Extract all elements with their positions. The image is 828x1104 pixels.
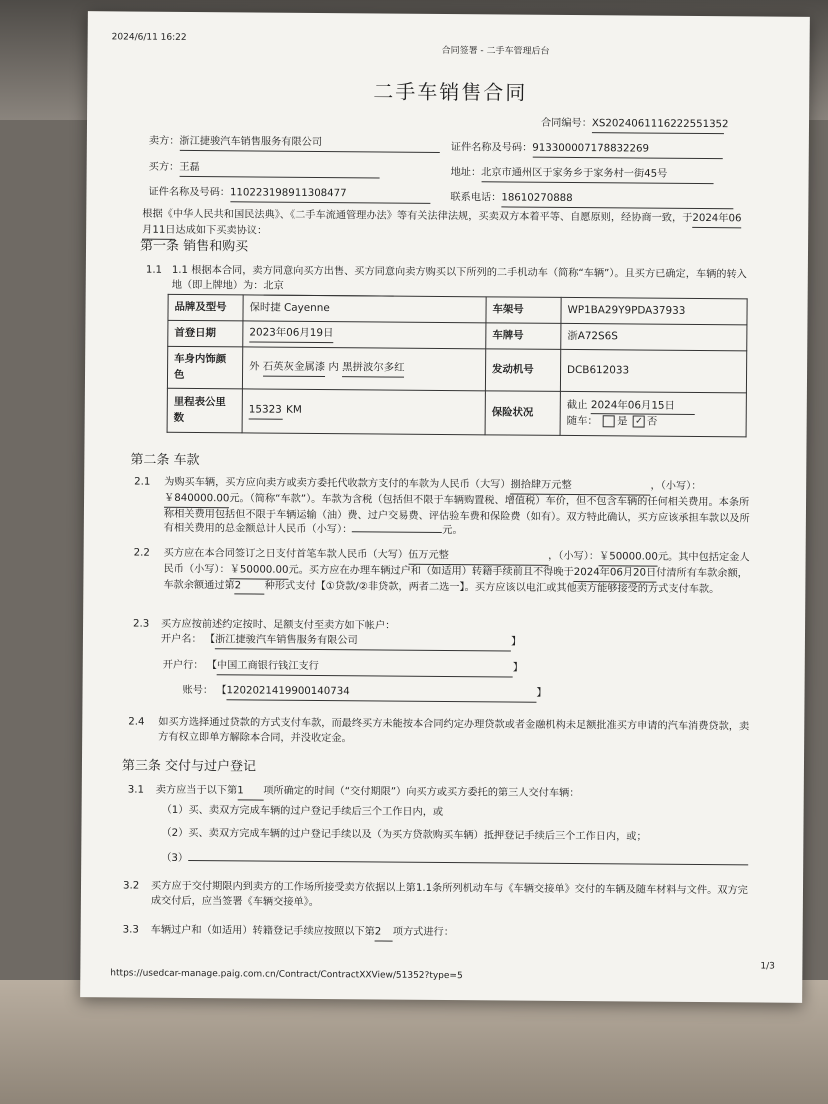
color-cell: 外 石英灰金属漆 内 黑拼波尔多红 [242,347,485,391]
transfer-option-number: 2 [375,925,393,941]
first-payment: ￥50000.00 [599,550,658,566]
buyer-label: 买方： [148,161,180,173]
clause-3-2-text: 买方应于交付期限内到卖方的工作场所接受卖方依据以上第1.1条所列机动车与《车辆交接单》交付的车辆及随车材料与文件。双方完成交付后，应当签署《车辆交接单》。 [150,880,748,908]
clause-2-4-text: 如买方选择通过贷款的方式支付车款，而最终买方未能按本合同约定办理贷款或者金融机构未足额批准买方申请的汽车消费贷款，卖方有权立即单方解除本合同，并没收定金。 [158,716,750,745]
vin-value: WP1BA29Y9PDA37933 [561,297,747,324]
bank-name: 中国工商银行钱江支行 [217,659,513,677]
seller-label: 卖方： [148,135,180,147]
insurance-label: 保险状况 [485,391,560,436]
mileage-unit: KM [286,404,302,417]
address-value: 北京市通州区于家务乡于家务村一街45号 [481,166,713,184]
account-number-row: 账号： 【1202021419900140734 】 [182,684,546,703]
vin-label: 车架号 [486,297,561,324]
phone-row [450,191,733,209]
first-payment-chinese: 伍万元整 [408,549,548,566]
insurance-yes-checkbox [603,415,615,427]
engine-value: DCB612033 [560,349,746,392]
clause-2-3-text: 买方应按前述约定按时、足额支付至卖方如下帐户： [161,618,396,632]
deposit-amount: ￥50000.00 [230,563,289,579]
clause-2-2-number: 2.2 [133,547,150,559]
seller-id-row [451,141,723,159]
document-title: 二手车销售合同 [373,79,528,105]
clause-3-3-text: 车辆过户和（如适用）转籍登记手续应按照以下第2 项方式进行： [151,924,454,942]
article-2-heading: 第二条 车款 [130,452,200,469]
clause-3-3-number: 3.3 [122,924,139,936]
insurance-cell: 截止 2024年06月15日 随车： 是 ✓ 否 [560,391,746,436]
clause-2-4-number: 2.4 [128,716,145,728]
first-reg-label: 首登日期 [168,320,243,347]
delivery-option-3: （3） [161,852,748,871]
first-reg-cell [243,321,486,349]
delivery-option-1: （1）买、卖双方完成车辆的过户登记手续后三个工作日内，或 [161,804,444,818]
preamble-text: 根据《中华人民共和国民法典》、《二手车流通管理办法》等有关法律法规，买卖双方本着平等、自愿原则，经协商一致，于2024年06月11日达成如下买卖协议： [142,208,752,244]
buyer-id-row [148,186,430,204]
footer-url: https://usedcar-manage.paig.com.cn/Contract/ContractXXView/51352?type=5 [110,968,463,982]
clause-2-3-number: 2.3 [133,618,150,630]
first-reg-value: 2023年06月19日 [249,326,333,343]
brand-value: 保时捷 Cayenne [243,295,486,323]
buyer-id-label: 证件名称及号码： [148,186,231,199]
clause-2-1-text: 为购买车辆，买方应向卖方或卖方委托代收款方支付的车款为人民币（大写）捌拾肆万元整 ，（小写）： ￥840000.00元。（简称“车款”）。车款为含税（包括但不限于车辆购置税、增值税）车价，但不包含车辆的任何相关费用。本条所称相关费用包括但不限于车辆运输（油）费、过户交易费、评估验车费和保险费（如有）。双方特此确认，买方应该承担车款以及所有相关费用的总金额总计人民币（小写）： 元。 [163,476,750,537]
clause-2-1-number: 2.1 [134,476,151,488]
bank-row: 开户行： 【中国工商银行钱江支行 】 [163,659,523,678]
site-title: 合同签署 - 二手车管理后台 [441,45,550,57]
clause-3-1-text: 卖方应当于以下第1 项所确定的时间（“交付期限”）向买方或买方委托的第三人交付车辆： [155,784,580,800]
account-number: 1202021419900140734 [226,684,536,702]
contract-page [80,11,810,1003]
seller-row [149,135,440,153]
account-name: 浙江捷骏汽车销售服务有限公司 [215,633,511,651]
brand-label: 品牌及型号 [168,294,243,321]
vehicle-info-table [167,294,748,438]
total-price-chinese: 捌拾肆万元整 [510,479,650,496]
clause-1-1-number: 1.1 [145,264,163,276]
engine-label: 发动机号 [485,349,560,392]
payment-method-number: 2 [235,579,265,595]
insurance-date: 2024年06月15日 [591,398,695,415]
seller-id-label: 证件名称及号码： [450,142,533,154]
delivery-option-number: 1 [237,784,263,800]
phone-value: 18610270888 [501,191,733,209]
total-price: ￥840000.00 [164,492,229,508]
clause-1-1-text: 1.1 根据本合同，卖方同意向买方出售、买方同意向卖方购买以下所列的二手机动车（简称“车辆”）。且买方已确定，车辆的转入 地（即上牌地）为：北京 [172,264,762,299]
color-label: 车身内饰颜色 [167,346,242,389]
buyer-row [149,161,380,179]
mileage-label: 里程表公里数 [167,388,242,433]
exterior-color: 石英灰金属漆 [263,360,325,377]
interior-color: 黑拼波尔多红 [342,361,404,378]
address-label: 地址： [450,167,482,179]
plate-label: 车牌号 [486,323,561,350]
seller-id-value: 913300007178832269 [532,142,722,159]
plate-value: 浙A72S6S [561,323,747,350]
mileage-cell [242,389,485,435]
mileage-value: 15323 [249,403,283,419]
address-row [451,166,714,184]
balance-deadline: 2024年06月20日 [574,566,657,582]
clause-3-1-number: 3.1 [127,784,145,796]
buyer-value: 王磊 [179,161,379,178]
registration-location: 北京 [263,279,393,296]
clause-3-2-number: 3.2 [122,880,140,892]
contract-number-label: 合同编号： [540,117,592,130]
delivery-option-2: （2）买、卖双方完成车辆的过户登记手续以及（为买方贷款购买车辆）抵押登记手续后三个工作日内，或； [161,827,647,843]
page-number: 1/3 [760,961,775,972]
contract-number [540,117,729,134]
account-name-row: 开户名： 【浙江捷骏汽车销售服务有限公司 】 [161,633,521,652]
article-1-heading: 第一条 销售和购买 [139,238,249,255]
article-3-heading: 第三条 交付与过户登记 [121,758,257,775]
phone-label: 联系电话： [450,192,502,204]
clause-2-2-text: 买方应在本合同签订之日支付首笔车款人民币（大写）伍万元整 ，（小写）：￥50000.00元。其中包括定金人民币（小写）：￥50000.00元。买方应在办理车辆过户和（如适用）转籍手续前且不得晚于2024年06月20日付清所有车款余额，车款余额通过第2 种形式支付【①贷款/②非贷款，两者二选一】。买方应该以电汇或其他卖方能够接受的方式支付车款。 [163,547,750,595]
insurance-no-checkbox [633,415,645,427]
contract-number-value: XS2024061116222551352 [592,117,724,134]
buyer-id-value: 110223198911308477 [230,186,430,203]
print-datetime: 2024/6/11 16:22 [111,32,187,43]
seller-value: 浙江捷骏汽车销售服务有限公司 [179,135,439,153]
